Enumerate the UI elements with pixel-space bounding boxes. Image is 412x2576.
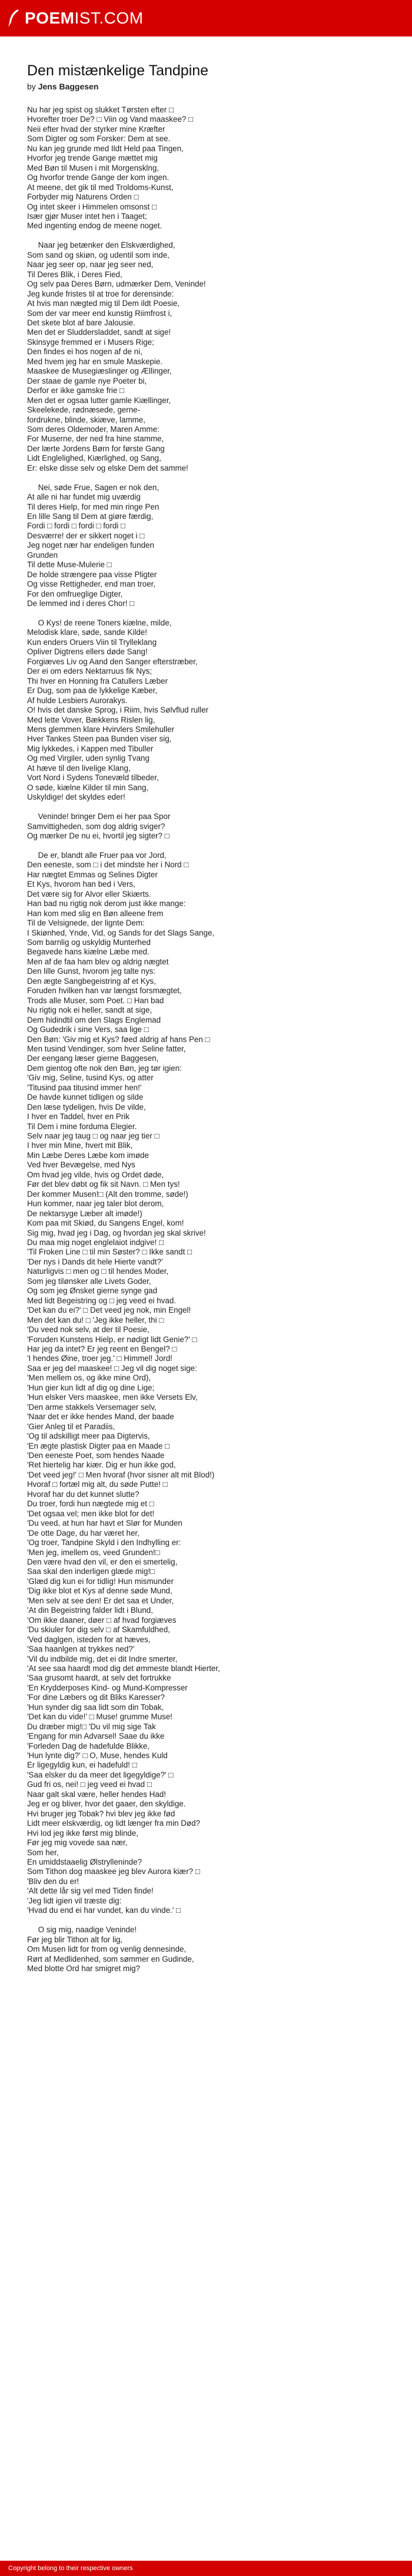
copyright-text: Copyright belong to their respective owners (8, 2565, 133, 2572)
quill-icon (6, 8, 21, 28)
author-link[interactable]: Jens Baggesen (38, 82, 99, 91)
poem-title: Den mistænkelige Tandpine (27, 62, 209, 79)
site-logo[interactable] (6, 8, 144, 28)
site-footer (0, 2561, 412, 2576)
author-line (27, 82, 412, 91)
poem-body: Nu har jeg spist og slukket Tørsten efter □ Hvorefter troer De? □ Viin og Vand maaskee? □ Neii efter hvad der styrker mine Kræfter Som Digter og som Forsker: Dem at see. Nu kan jeg grunde med Ildt Held paa Tingen, Hvorfor jeg trende Gange mættet mig Med Bøn til Musen i mit Morgensklng, Og hvorfor trende Gange der kom ingen. At meene, det gik til med Troldoms-Kunst, Forbyder mig Naturens Orden □ Og intet skeer i Himmelen omsonst □ Især gjør Muser intet hen i Taaget; Med ingenting endog de meene noget. Naar jeg betænker den Elskværdighed, Som sand og skiøn, og udentil som inde, Naar jeg seer op, naar jeg seer ned, Til Deres Blik, i Deres Fied, Og selv paa Deres Børn, udmærker Dem, Veninde! Jeg kunde fristes til at troe for derensinde: At hvis man nægted mig til Dem ildt Poesie, Som der var meer end kunstig Riimfrost i, Det skete blot af bare Jalousie. Men det er Sluddersladdet, sandt at sige! Skinsyge fremmed er i Musers Rige; Den findes ei hos nogen af de ni, Med hvem jeg har en smule Maskepie. Maaskee de Musegiæslinger og Ællinger, Der staae de gamle nye Poeter bi, Derfor er ikke gamske frie □ Men det er ogsaa lutter gamle Kiællinger, Skeelekede, rødnæsede, gerne- fordrukne, blinde, skiæve, lamme, Som deres Oldemoder, Maren Amme: For Muserne, der ned fra hine stamme, Der lærte Jordens Børn for første Gang Lidt Englelighed, Kiærlighed, og Sang, Er: elske disse selv og elske Dem det samme! Nei, søde Frue, Sagen er nok den, At alle ni har fundet mig uværdig Til deres Hielp, for med min ringe Pen En lille Sang til Dem at giøre færdig, Fordi □ fordi □ fordi □ fordi □ Desværre! der er sikkert noget i □ Jeg noget nær har endeligen funden Grunden Til dette Muse-Mulerie □ De holde strængere paa visse Pligter Og visse Rettigheder, end man troer, For den omfrueglige Digter, De lemmed ind i deres Chor! □ O Kys! de reene Toners kiælne, milde, Melodisk klare, søde, sande Kilde! Kun enders Oruers Viin til Trylleklang Opliver Digtrens ellers døde Sang! Forgiæves Liv og Aand den Sanger efterstræber, Der ei om eders Nektarruus fik Nys; Thi hver en Honning fra Catullers Læber Er Dug, som paa de lykkelige Kæber, Af hulde Lesbiers Aurorakys. O! hvis det danske Sprog, i Riim, hvis Sølvflud ruller Med lette Vover, Bækkens Rislen lig, Mens glemmen klare Hvirvlers Smilehuller Hver Tankes Steen paa Bunden viser sig, Mig lykkedes, i Kappen med Tibuller Og med Virgiler, uden synlig Tvang At hæve til den livelige Klang, Vort Nord i Sydens Tonevæld tilbeder, O søde, kiælne Kilder til min Sang, Uskyldige! det skyldes eder! Veninde! bringer Dem ei her paa Spor Samvittigheden, som dog aldrig sviger? Og mærker De nu ei, hvortil jeg sigter? □ De er, blandt alle Fruer paa vor Jord, Den eeneste, som □ i det mindste her i Nord □ Har nægtet Emmas og Selines Digter Et Kys, hvorom han bed i Vers, Det være sig for Alvor eller Skiærts. Han bad nu rigtig nok derom just ikke mange: Han kom med slig en Bøn alleene frem Til de Velsignede, der lignte Dem: I Skiønhed, Ynde, Vid, og Sands for det Slags Sange, Som barnlig og uskyldig Munterhed Begavede hans kiælne Læbe med. Men af de faa ham blev og aldrig nægtet Den lille Gunst, hvorom jeg talte nys: Den ægte Sangbegeistring af et Kys, Foruden hvilken han var længst forsmægtet, Trods alle Muser, som Poet. □ Han bad Nu rigtig nok ei heller, sandt at sige, Dem hidindtil om den Slags Englemad Og Gudedrik i sine Vers, saa lige □ Den Bøn: 'Giv mig et Kys? føed aldrig af hans Pen □ Men tusind Vendinger, som hver Seline fatter, Der eengang læser gierne Baggesen, Dem gientog ofte nok den Bøn, jeg tør igien: 'Giv mig, Seline, tusind Kys, og atter 'Titusind paa titusind immer hen!' De havde kunnet tidligen og silde Den læse tydeligen, hvis De vilde, I hver en Taddel, hver en Prik Til Dem i mine forduma Elegier. Selv naar jeg taug □ og naar jeg tier □ I hver min Mine, hvert mit Blik, Min Læbe Deres Læbe kom imøde Ved hver Bevægelse, med Nys Om hvad jeg vilde, hvis og Ordet døde, Før det blev døbt og fik sit Navn. □ Men tys! Der kommer Musen!□ (Alt den tromme, søde!) Hun kommer, naar jeg taler blot derom, De nektarsyge Læber alt imøde!) Kom paa mit Skiød, du Sangens Engel, kom! Sig mig, hvad jeg i Dag, og hvordan jeg skal skrive! Du maa mig noget englelaiot indgive! □ 'Til Froken Line □ til min Søster? □ Ikke sandt □ 'Der nys i Dands dit hele Hierte vandt?' Naturligvis □ men og □ til hendes Moder, Som jeg tilønsker alle Livets Goder, Og som jeg Ønsket gierne synge gad Med lidt Begeistring og □ jeg veed ei hvad. 'Det kan du ei?' □ Det veed jeg nok, min Engel! Men det kan du! □ 'Jeg ikke heller, thi □ 'Du veed nok selv, at der til Poesie, 'Foruden Kunstens Hielp, er nødigt lidt Genie?' □ Har jeg da intet? Er jeg reent en Bengel? □ 'I hendes Øine, troer jeg.' □ Himmel! Jord! Saa er jeg del maaskee! □ Jeg vil dig noget sige: 'Men mellem os, og ikke mine Ord), 'Hun gier kun lidt af dig og dine Lige; 'Hun elsker Vers maaskee, men ikke Versets Elv, 'Den arme stakkels Versemager selv, 'Naar det er ikke hendes Mand, der baade 'Gier Anleg til et Paradiis, 'Og til adskilligt meer paa Digtervis, 'En ægte plastisk Digter paa en Maade □ 'Den eeneste Poet, som hendes Naade 'Ret hiertelig har kiær. Dig er hun ikke god, 'Det veed jeg!' □ Men hvoraf (hvor sisner alt mit Blod!) Hvoraf □ fortæl mig alt, du søde Putte! □ Hvoraf har du det kunnet slutte? Du troer, fordi hun nægtede mig et □ 'Det ogsaa vel; men ikke blot for det! 'Du veed, at hun har havt et Slør for Munden 'De otte Dage, du har været her, 'Og troer, Tandpine Skyld i den Indhylling er: 'Men jeg, imellem os, veed Grunden!□ Den være hvad den vil, er den ei smertelig, Saa skal den inderligen glæde mig!□ 'Glæd dig kun ei for tidlig! Hun mismunder 'Dig ikke blot et Kys af denne søde Mund, 'Men selv at see den! Er det saa et Under, 'At din Begeistring falder lidt i Blund, 'Om ikke daaner, døer □ af hvad forgiæves 'Du skiuler for dig selv □ af Skamfuldhed, 'Ved daglgen, isteden for at hæves, 'Saa haanlgen at trykkes ned?' 'Vil du indbilde mig, det ei dit Indre smerter, 'At see saa haardt mod dig det ømmeste blandt Hierter, 'Saa grusomt haardt, at selv det fortrukke 'En Krydderposes Kind- og Mund-Kompresser 'For dine Læbers og dit Bliks Karesser? 'Hun synder dig saa lidt som din Tobak, 'Det kan du vide!' □ Muse! grumme Muse! Du dræber mig!□ 'Du vil mig sige Tak 'Engang for min Advarsel! Saae du ikke 'Forleden Dag de hadefulde Blikke, 'Hun lynte dig?' □ O, Muse, hendes Kuld Er ligegyldig kun, ei hadefuld! □ 'Saa elsker du da meer det ligegyldige?' □ Gud fri os, nei! □ jeg veed ei hvad □ Naar galt skal være, heller hendes Had! Jeg er og bliver, hvor det gaaer, den skyldige. Hvi bruger jeg Tobak? hvi blev jeg ikke fød Lidt meer elskværdig, og lidt længer fra min Død? Hvi lod jeg ikke først mig blinde, Før jeg mig vovede saa nær, Som her, En umiddstaaelig Ølstrylleninde? Som Tithon dog maaskee jeg blev Aurora kiær? □ 'Bliv den du er! 'Alt dette lår sig vel med Tiden finde! 'Jeg lidt igien vil træste dig: 'Hvad du end ei har vundet, kan du vinde.' □ O sig mig, naadige Veninde! Før jeg blir Tithon alt for lig, Om Musen lidt for from og venlig dennesinde, Rørt af Medlidenhed, som sømmer en Gudinde, Med blotte Ord har smigret mig? (27, 105, 220, 1973)
poem-container (0, 36, 412, 1973)
logo-text-bold: POEM (25, 9, 75, 27)
site-header (0, 0, 412, 36)
author-prefix: by (27, 82, 38, 91)
logo-text-light: IST.COM (74, 9, 144, 27)
